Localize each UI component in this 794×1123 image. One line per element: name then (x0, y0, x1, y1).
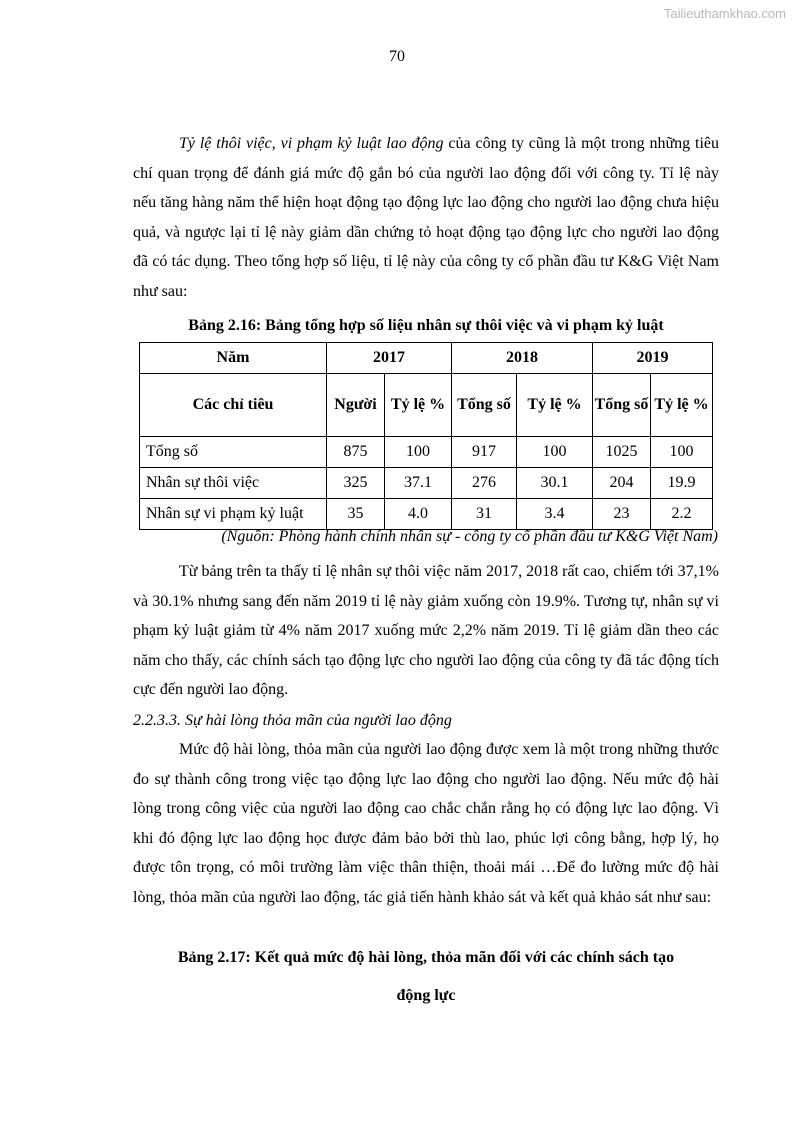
paragraph-text: Mức độ hài lòng, thỏa mãn của người lao động được xem là một trong những thước đo sự thành công trong việc tạo động lực lao động cho người lao động. Nếu mức độ hài lòng trong công việc của người lao động cao chắc chắn rằng họ có động lực lao động. Vì khi đó động lực lao động học được đảm bảo bởi thù lao, phúc lợi công bằng, hợp lý, họ được tôn trọng, có môi trường làm việc thân thiện, thoải mái …Để đo lường mức độ hài lòng, thỏa mãn của người lao động, tác giả tiến hành khảo sát và kết quả khảo sát như sau: (133, 741, 719, 906)
section-heading: 2.2.3.3. Sự hài lòng thỏa mãn của người lao động (133, 712, 452, 729)
cell: 100 (385, 437, 452, 468)
table-2-16 (139, 342, 713, 530)
cell: 325 (327, 468, 385, 499)
row-label: Nhân sự thôi việc (140, 468, 327, 499)
cell: 204 (593, 468, 651, 499)
table-row (140, 437, 713, 468)
cell: 30.1 (517, 468, 593, 499)
table-2-17-caption-line2: động lực (396, 987, 456, 1004)
paragraph-turnover-intro (133, 129, 719, 307)
cell: 276 (452, 468, 517, 499)
header-2019-rate: Tỷ lệ % (651, 374, 713, 437)
header-2017-rate: Tỷ lệ % (385, 374, 452, 437)
cell: 917 (452, 437, 517, 468)
cell: 2.2 (651, 499, 713, 530)
table-2-17-caption-line1: Bảng 2.17: Kết quả mức độ hài lòng, thỏa mãn đối với các chính sách tạo (177, 949, 675, 966)
header-2018-rate: Tỷ lệ % (517, 374, 593, 437)
table-source-note: (Nguồn: Phòng hành chính nhân sự - công ty cổ phần đầu tư K&G Việt Nam) (221, 528, 718, 545)
cell: 4.0 (385, 499, 452, 530)
watermark: Tailieuthamkhao.com (663, 6, 786, 21)
header-year-2018: 2018 (452, 343, 593, 374)
header-year-label: Năm (140, 343, 327, 374)
cell: 19.9 (651, 468, 713, 499)
paragraph-satisfaction (133, 735, 719, 913)
paragraph-analysis (133, 557, 719, 705)
header-2017-people: Người (327, 374, 385, 437)
paragraph-text: Từ bảng trên ta thấy tỉ lệ nhân sự thôi việc năm 2017, 2018 rất cao, chiếm tới 37,1% và 30.1% nhưng sang đến năm 2019 tỉ lệ này giảm xuống còn 19.9%. Tương tự, nhân sự vi phạm kỷ luật giảm từ 4% năm 2017 xuống mức 2,2% năm 2019. Tỉ lệ giảm dần theo các năm cho thấy, các chính sách tạo động lực cho người lao động của công ty đã tác động tích cực đến người lao động. (133, 563, 719, 699)
header-criteria: Các chỉ tiêu (140, 374, 327, 437)
paragraph-text: của công ty cũng là một trong những tiêu chí quan trọng để đánh giá mức độ gắn bó của người lao động đối với công ty. Tỉ lệ này nếu tăng hàng năm thể hiện hoạt động tạo động lực lao động cho người lao động chưa hiệu quả, và ngược lại tỉ lệ này giảm dần chứng tỏ hoạt động tạo động lực cho người lao động đã có tác dụng. Theo tổng hợp số liệu, tỉ lệ này của công ty cổ phần đầu tư K&G Việt Nam như sau: (133, 135, 719, 300)
table-2-16-caption: Bảng 2.16: Bảng tổng hợp số liệu nhân sự thôi việc và vi phạm kỷ luật (188, 317, 664, 334)
table-row (140, 468, 713, 499)
cell: 35 (327, 499, 385, 530)
cell: 3.4 (517, 499, 593, 530)
cell: 100 (517, 437, 593, 468)
cell: 100 (651, 437, 713, 468)
header-2018-total: Tổng số (452, 374, 517, 437)
cell: 37.1 (385, 468, 452, 499)
row-label: Nhân sự vi phạm kỷ luật (140, 499, 327, 530)
cell: 23 (593, 499, 651, 530)
cell: 31 (452, 499, 517, 530)
row-label: Tổng số (140, 437, 327, 468)
italic-lead: Tỷ lệ thôi việc, vi phạm kỷ luật lao động (179, 135, 444, 152)
header-2019-total: Tổng số (593, 374, 651, 437)
header-year-2019: 2019 (593, 343, 713, 374)
cell: 875 (327, 437, 385, 468)
table-row (140, 499, 713, 530)
page-number: 70 (389, 48, 405, 65)
cell: 1025 (593, 437, 651, 468)
header-year-2017: 2017 (327, 343, 452, 374)
